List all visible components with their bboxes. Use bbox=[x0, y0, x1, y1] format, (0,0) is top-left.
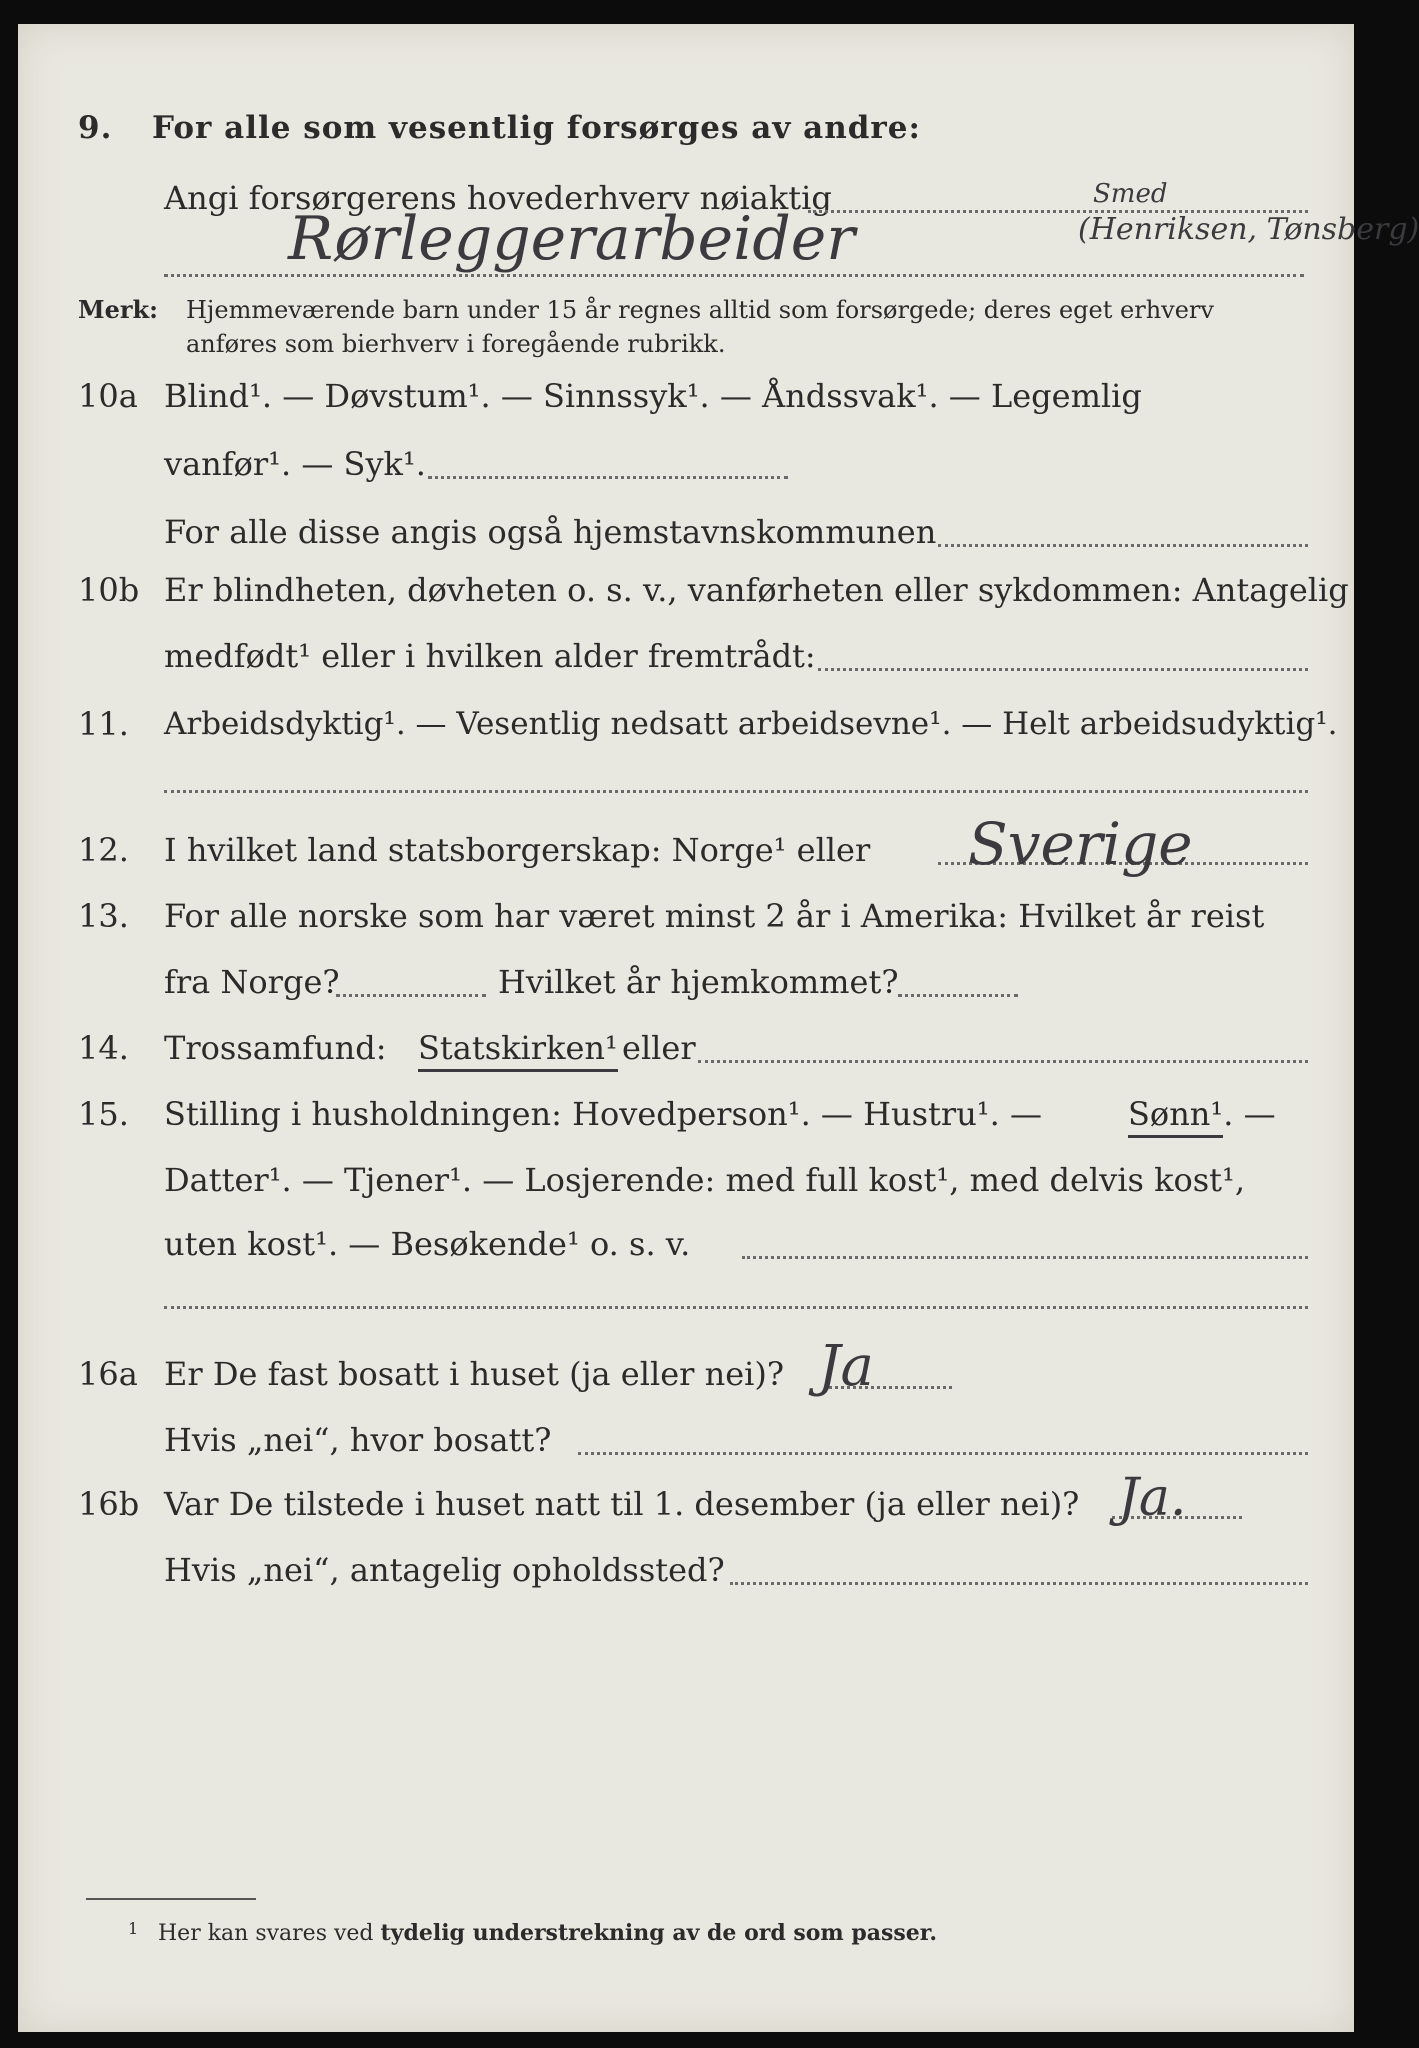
q13-line1: For alle norske som har været minst 2 år i Amerika: Hvilket år reist bbox=[164, 897, 1265, 935]
q15-number: 15. bbox=[78, 1095, 129, 1133]
q16b-line2: Hvis „nei“, antagelig opholdssted? bbox=[164, 1551, 725, 1589]
q14-underlined-wrap bbox=[418, 1028, 618, 1068]
q9-handwritten-note: (Henriksen, Tønsberg) bbox=[1078, 212, 1419, 247]
q12-line1: I hvilket land statsborgerskap: Norge¹ eller bbox=[164, 831, 871, 869]
q9-fill-line-2 bbox=[164, 274, 1304, 277]
footnote-text-normal: Her kan svares ved bbox=[158, 1921, 374, 1946]
q10b-fill-line bbox=[818, 668, 1308, 671]
q10b-line1: Er blindheten, døvheten o. s. v., vanførheten eller sykdommen: Antagelig bbox=[164, 571, 1349, 609]
q13-line2a: fra Norge? bbox=[164, 963, 340, 1001]
q16b-number: 16b bbox=[78, 1485, 140, 1523]
q15-line1a: Stilling i husholdningen: Hovedperson¹. — Hustru¹. — bbox=[164, 1095, 1042, 1133]
q10a-line3: For alle disse angis også hjemstavnskommunen bbox=[164, 513, 937, 551]
census-form-page bbox=[18, 24, 1419, 2032]
footnote-rule bbox=[86, 1898, 256, 1900]
q9-handwritten-answer: Rørleggerarbeider bbox=[288, 204, 855, 274]
q10a-fill-line-1 bbox=[428, 476, 788, 479]
q14-fill-line bbox=[698, 1060, 1308, 1063]
q9-line2: Angi forsørgerens hovederhverv nøiaktig bbox=[164, 179, 832, 217]
q10a-line1: Blind¹. — Døvstum¹. — Sinnssyk¹. — Åndssvak¹. — Legemlig bbox=[164, 377, 1142, 415]
q15-line2: Datter¹. — Tjener¹. — Losjerende: med full kost¹, med delvis kost¹, bbox=[164, 1161, 1246, 1199]
q16a-handwritten-answer: Ja bbox=[818, 1334, 874, 1399]
q14-suffix: eller bbox=[622, 1029, 696, 1067]
q15-line1-end: . — bbox=[1223, 1095, 1276, 1133]
footnote-text-bold: tydelig understrekning av de ord som passer. bbox=[380, 1920, 938, 1946]
q9-handwritten-note-top: Smed bbox=[1093, 179, 1168, 209]
q14-prefix: Trossamfund: bbox=[164, 1029, 387, 1067]
q10a-fill-line-2 bbox=[938, 544, 1308, 547]
q16b-line1: Var De tilstede i huset natt til 1. desember (ja eller nei)? bbox=[164, 1485, 1080, 1523]
q10a-number: 10a bbox=[78, 377, 138, 415]
q15-line3: uten kost¹. — Besøkende¹ o. s. v. bbox=[164, 1225, 691, 1263]
q15-fill-line-2 bbox=[164, 1306, 1308, 1309]
q11-number: 11. bbox=[78, 705, 129, 743]
merk-line2: anføres som bierhverv i foregående rubrikk. bbox=[186, 330, 726, 358]
footnote-text bbox=[158, 1918, 937, 1949]
q13-fill-line-1 bbox=[336, 994, 486, 997]
q16a-number: 16a bbox=[78, 1355, 138, 1393]
q10b-number: 10b bbox=[78, 571, 140, 609]
q10b-line2: medfødt¹ eller i hvilken alder fremtrådt: bbox=[164, 637, 816, 675]
q16b-fill-line-2 bbox=[730, 1582, 1308, 1585]
q11-fill-line bbox=[164, 790, 1308, 793]
q12-number: 12. bbox=[78, 831, 129, 869]
q10a-line2: vanfør¹. — Syk¹. bbox=[164, 445, 426, 483]
q15-underlined-choice: Sønn¹ bbox=[1128, 1095, 1223, 1138]
merk-line1: Hjemmeværende barn under 15 år regnes alltid som forsørgede; deres eget erhverv bbox=[186, 296, 1214, 324]
q15-underlined-wrap bbox=[1128, 1094, 1276, 1134]
footnote-mark: 1 bbox=[128, 1919, 139, 1938]
q9-title: For alle som vesentlig forsørges av andre: bbox=[152, 110, 921, 146]
q14-underlined-choice: Statskirken¹ bbox=[418, 1029, 618, 1072]
merk-label: Merk: bbox=[78, 295, 158, 324]
q16a-line1: Er De fast bosatt i huset (ja eller nei)? bbox=[164, 1355, 785, 1393]
q13-line2b: Hvilket år hjemkommet? bbox=[498, 963, 899, 1001]
q15-fill-line-1 bbox=[742, 1256, 1308, 1259]
q16a-fill-line-2 bbox=[578, 1452, 1308, 1455]
q9-number: 9. bbox=[78, 110, 113, 146]
q11-line1: Arbeidsdyktig¹. — Vesentlig nedsatt arbeidsevne¹. — Helt arbeidsudyktig¹. bbox=[164, 706, 1338, 742]
q16a-line2: Hvis „nei“, hvor bosatt? bbox=[164, 1421, 552, 1459]
q13-fill-line-2 bbox=[898, 994, 1018, 997]
q12-handwritten-answer: Sverige bbox=[968, 810, 1193, 878]
q13-number: 13. bbox=[78, 897, 129, 935]
q16b-handwritten-answer: Ja. bbox=[1118, 1468, 1187, 1528]
q14-number: 14. bbox=[78, 1029, 129, 1067]
